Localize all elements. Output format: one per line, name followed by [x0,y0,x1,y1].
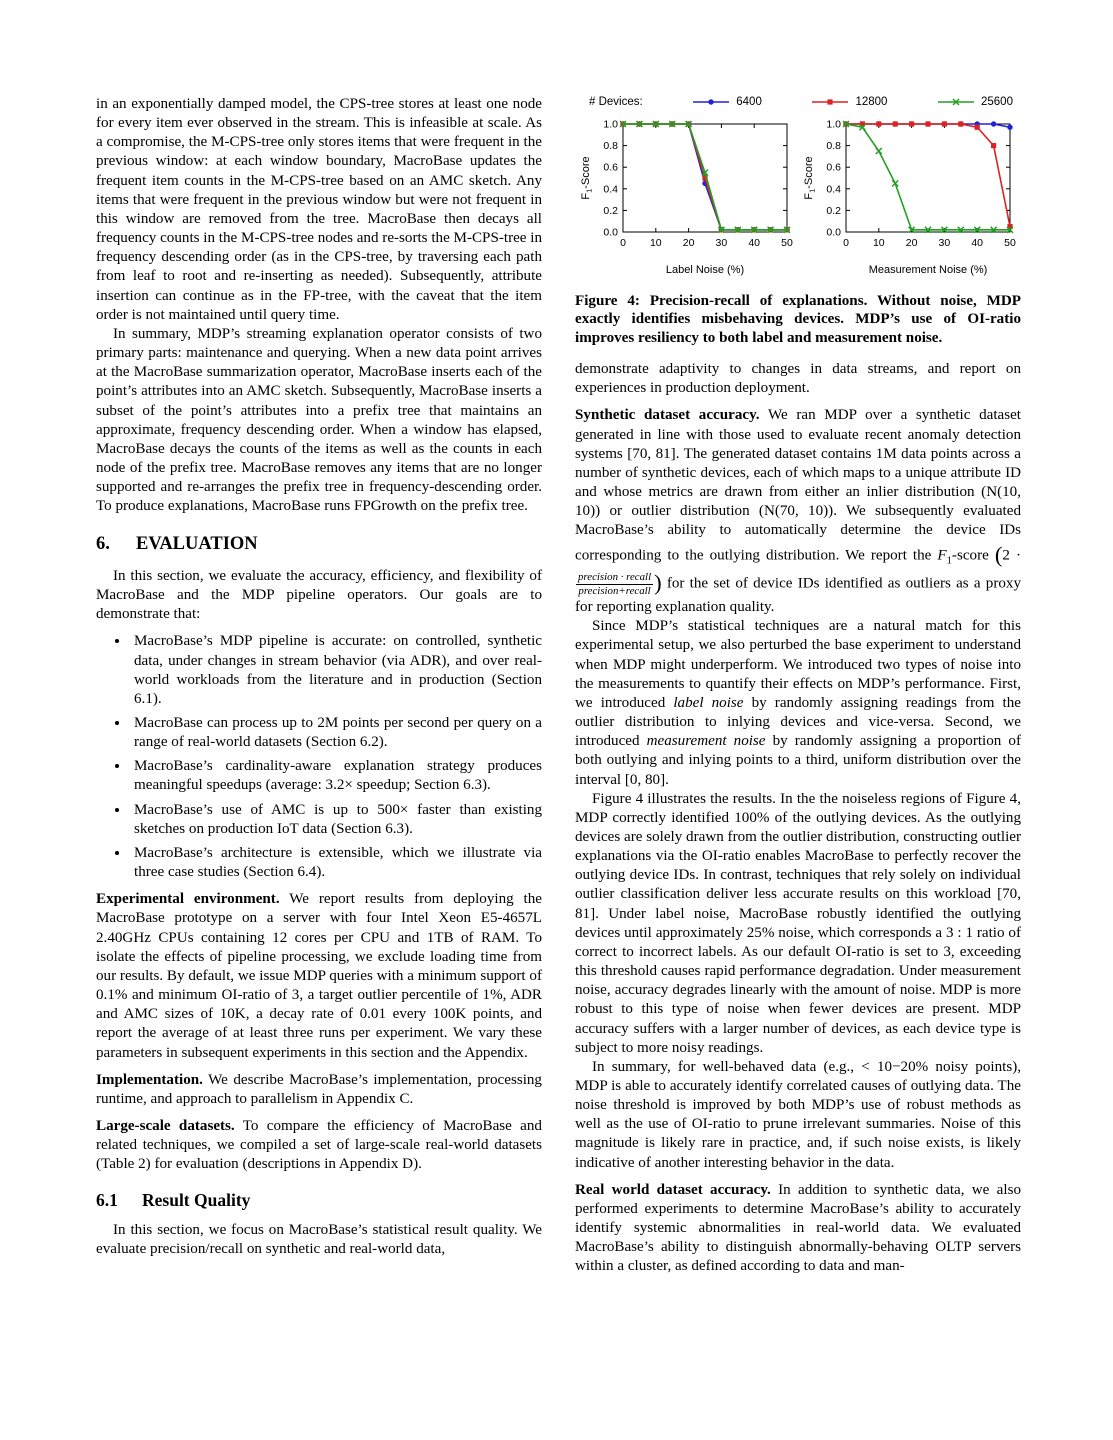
paragraph-text: 2 · [1002,546,1021,563]
emphasis-measurement-noise: measurement noise [646,733,766,750]
run-in-heading: Real world dataset accuracy. [575,1181,771,1198]
legend-marker-circle-icon [691,96,731,108]
goals-bullet-list [96,632,542,882]
paragraph-real-world-accuracy [575,1181,1021,1277]
bullet-item: • MacroBase’s cardinality-aware explanation strategy produces meaningful speedups (average: 3.2× speedup; Section 6.3). [130,757,542,795]
paragraph-text: Since MDP’s statistical techniques are a natural match for this experimental setup, we also perturbed the base experiment to understand when MDP might underperform. We introduced two types of noise into the measurements to quantify their effects on MDP’s performance. First, we introduced [575,618,1021,711]
bullet-item: • MacroBase’s MDP pipeline is accurate: on controlled, synthetic data, under changes in stream behavior (via ADR), and over real-world workloads from the literature and in production (Section 6.1). [130,632,542,709]
svg-text:20: 20 [682,236,695,249]
bullet-item: • MacroBase can process up to 2M points per second per query on a range of real-world datasets (Section 6.2). [130,714,542,752]
svg-text:50: 50 [1004,236,1016,249]
legend-label: 6400 [736,96,762,108]
section-heading-result-quality [96,1189,542,1211]
svg-text:Measurement Noise (%): Measurement Noise (%) [868,263,988,276]
emphasis-label-noise: label noise [673,694,744,711]
svg-text:0: 0 [620,236,626,249]
section-heading-evaluation [96,533,542,556]
math-fraction [575,571,654,597]
legend-label: 12800 [855,96,888,108]
paragraph-summary: In summary, for well-behaved data (e.g., < 10−20% noisy points), MDP is able to accurately identify correlated causes of outlying data. The noise threshold is improved by both MDP’s use of robust methods as well as the use of OI-ratio to prune irrelevant summaries. Noise of this magnitude is likely rare in practice, and, if such noise exists, is likely indicative of another interesting behavior in the data. [575,1058,1021,1171]
svg-text:40: 40 [748,236,761,249]
run-in-heading: Large-scale datasets. [96,1117,235,1134]
svg-text:0.8: 0.8 [826,139,841,152]
paragraph-large-scale-datasets [96,1117,542,1174]
legend-item-6400 [691,95,762,110]
measurement-noise-chart [800,114,1019,280]
section-title: EVALUATION [136,534,258,555]
two-column-layout [96,95,1021,1277]
legend-item-25600 [936,95,1013,110]
run-in-heading: Synthetic dataset accuracy. [575,407,760,424]
paragraph-figure4-results: Figure 4 illustrates the results. In the the noiseless regions of Figure 4, MDP correctly identified 100% of the outlying devices. As the outlying devices are solely drawn from the outlier distribution, constructing outlier explanations via the OI-ratio enables MacroBase to perfectly recover the outlying device IDs. In contrast, techniques that rely solely on individual outlier classification deliver less accurate results on this workload [70, 81]. Under label noise, MacroBase robustly identified the outlying devices until approximately 25% noise, which corresponds a 3 : 1 ratio of correct to incorrect labels. As our default OI-ratio is set to 3, exceeding this threshold causes rapid performance degradation. Under measurement noise, accuracy degrades linearly with the amount of noise. MDP is more robust to this type of noise when fewer devices are present. MDP accuracy suffers with a larger number of devices, as each device type is subject to more noisy readings. [575,790,1021,1056]
legend-marker-square-icon [810,96,850,108]
fraction-denominator: precision+recall [578,584,651,597]
svg-text:0.6: 0.6 [826,161,841,174]
label-noise-chart [577,114,796,280]
section-number: 6. [96,534,110,555]
svg-text:Label Noise (%): Label Noise (%) [665,263,745,276]
paragraph-eval-intro: In this section, we evaluate the accuracy, efficiency, and flexibility of MacroBase and the MDP pipeline operators. Our goals are to demonstrate that: [96,567,542,623]
paragraph-text: We ran MDP over a synthetic dataset generated in line with those used to evaluate recent anomaly detection systems [70, 81]. The generated dataset contains 1M data points across a number of synthetic devices, each of which maps to a unique attribute ID and whose metrics are drawn from either an inlier distribution (N(10, 10)) or outlier distribution (N(70, 10)). We subsequently evaluated MacroBase’s ability to automatically determine the device IDs corresponding to the outlying distribution. We report the [575,407,1021,563]
paragraph-implementation [96,1071,542,1109]
paragraph-text: In addition to synthetic data, we also performed experiments to determine MacroBase’s ability to accurately identify systemic abnormalities in real-world data. We evaluated MacroBase’s ability to distinguish abnormally-behaving OLTP servers within a cluster, as defined according to data and man- [575,1181,1021,1275]
paragraph-text: by randomly assigning a proportion of both outlying and inlying points to a third, uniform distribution over the interval [0, 80]. [575,733,1021,788]
svg-text:F1-Score: $F_1$-Score [580,155,594,200]
svg-text:0.8: 0.8 [603,139,618,152]
paragraph-streaming-summary: In summary, MDP’s streaming explanation operator consists of two primary parts: maintenance and querying. When a new data point arrives at the MacroBase summarization operator, MacroBase inserts each of the point’s attributes into an AMC sketch. Subsequently, MacroBase inserts a subset of the point’s attributes into a prefix tree that maintains an approximate, frequency descending order. When a window has elapsed, MacroBase decays the counts of the items as well as the counts in each node of the prefix tree. MacroBase removes any items that are no longer supported and re-arranges the prefix tree in frequency-descending order. To produce explanations, MacroBase runs FPGrowth on the prefix tree. [96,325,542,515]
paragraph-text: for the set of device IDs identified as outliers as a proxy for reporting explanation quality. [575,575,1021,616]
right-column [575,95,1021,1277]
svg-text:0.4: 0.4 [826,182,841,195]
paragraph-text: To compare the efficiency of MacroBase and related techniques, we compiled a set of large-scale real-world datasets (Table 2) for evaluation (descriptions in Appendix D). [96,1117,542,1173]
paragraph-noise-types [575,617,1021,789]
math-f: F [937,546,947,563]
svg-text:0.0: 0.0 [826,226,841,239]
paragraph-text: We report results from deploying the MacroBase prototype on a server with four Intel Xeon E5-4657L 2.40GHz CPUs containing 12 cores per CPU and 1TB of RAM. To isolate the effects of pipeline processing, we exclude loading time from our results. By default, we issue MDP queries with a minimum support of 0.1% and minimum OI-ratio of 3, a target outlier percentile of 1%, ADR and AMC sizes of 10K, a decay rate of 0.01 every 100K points, and report the average of at least three runs per experiment. We vary these parameters in subsequent experiments in this section and the Appendix. [96,891,542,1061]
svg-text:F1-Score: $F_1$-Score [803,155,817,200]
figure-caption: Figure 4: Precision-recall of explanations. Without noise, MDP exactly identifies misbehaving devices. MDP’s use of OI-ratio improves resiliency to both label and measurement noise. [575,292,1021,347]
paragraph-synthetic-accuracy [575,406,1021,617]
svg-text:30: 30 [715,236,728,249]
fraction-numerator: precision · recall [578,571,652,584]
svg-text:50: 50 [781,236,793,249]
legend-title: # Devices: [589,96,643,108]
paragraph-continuation: demonstrate adaptivity to changes in data streams, and report on experiences in production deployment. [575,361,1021,397]
svg-text:0.4: 0.4 [603,182,618,195]
svg-text:40: 40 [971,236,984,249]
figure-4 [575,95,1021,348]
paragraph-text: We describe MacroBase’s implementation, processing runtime, and approach to parallelism in Appendix C. [96,1071,542,1107]
legend-label: 25600 [981,96,1013,108]
svg-text:10: 10 [649,236,662,249]
svg-text:0: 0 [843,236,849,249]
paragraph-experimental-environment [96,890,542,1062]
math-paren: ) [654,570,662,596]
math-sub: 1 [946,554,952,566]
svg-text:30: 30 [938,236,951,249]
math-paren: ( [994,541,1003,567]
svg-text:10: 10 [872,236,885,249]
legend-item-12800 [810,95,887,110]
section-title: Result Quality [142,1190,251,1211]
run-in-heading: Experimental environment. [96,891,280,908]
paragraph-text: by randomly assigning readings from the outlier distribution to inlying devices and vice-versa. Second, we introduced [575,694,1021,750]
paragraph-result-quality-intro: In this section, we focus on MacroBase’s statistical result quality. We evaluate precision/recall on synthetic and real-world data, [96,1221,542,1257]
charts-row [575,114,1021,280]
bullet-item: • MacroBase’s use of AMC is up to 500× faster than existing sketches on production IoT data (Section 6.3). [130,801,542,839]
paragraph-cps-tree: in an exponentially damped model, the CPS-tree stores at least one node for every item ever observed in the stream. This is infeasible at scale. As a compromise, the M-CPS-tree only stores items that were frequent in the previous window: at each window boundary, MacroBase updates the frequent item counts in the M-CPS-tree based on an AMC sketch. Any items that were frequent in the previous window but were not frequent in this window are removed from the tree. MacroBase then decays all frequency counts in the M-CPS-tree nodes and re-sorts the M-CPS-tree in frequency descending order (as in the CPS-tree, by traversing each path from leaf to root and re-inserting as needed). Subsequently, attribute insertion can continue as in the FP-tree, with the caveat that the item order is not maintained until query time. [96,96,543,323]
paragraph-text: -score [951,546,995,563]
svg-text:0.2: 0.2 [603,204,618,217]
svg-text:0.0: 0.0 [603,226,618,239]
run-in-heading: Implementation. [96,1071,203,1088]
svg-text:1.0: 1.0 [603,118,618,131]
figure-legend [575,95,1021,112]
bullet-item: • MacroBase’s architecture is extensible, which we illustrate via three case studies (Section 6.4). [130,844,542,882]
legend-marker-x-icon [936,96,976,108]
svg-text:1.0: 1.0 [826,118,841,131]
svg-text:0.2: 0.2 [826,204,841,217]
left-column [96,95,542,1277]
svg-text:20: 20 [905,236,918,249]
svg-text:0.6: 0.6 [603,161,618,174]
section-number: 6.1 [96,1190,118,1211]
